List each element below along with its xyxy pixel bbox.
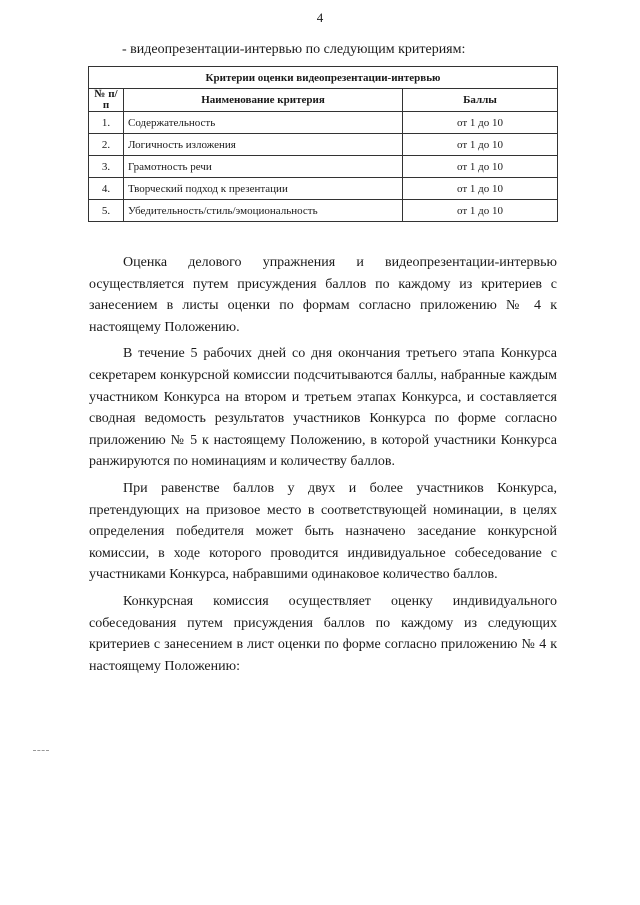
column-header-score: Баллы xyxy=(403,89,558,112)
criterion-score: от 1 до 10 xyxy=(403,112,558,134)
criterion-score: от 1 до 10 xyxy=(403,200,558,222)
row-number: 3. xyxy=(89,156,124,178)
column-header-name: Наименование критерия xyxy=(124,89,403,112)
criterion-score: от 1 до 10 xyxy=(403,178,558,200)
row-number: 1. xyxy=(89,112,124,134)
paragraph: Оценка делового упражнения и видеопрезентации-интервью осуществляется путем присуждения баллов по каждому из критериев с занесением в листы оценки по формам согласно приложению № 4 к настоящему Положению. xyxy=(89,255,557,335)
table-row xyxy=(89,112,558,134)
paragraph: В течение 5 рабочих дней со дня окончания третьего этапа Конкурса секретарем конкурсной комиссии подсчитываются баллы, набранные каждым участником Конкурса на втором и третьем этапах Конкурса, и составляется сводная ведомость результатов участников Конкурса по форме согласно приложению № 5 к настоящему Положению, в которой участники Конкурса ранжируются по номинациям и количеству баллов. xyxy=(89,346,557,470)
criterion-name: Логичность изложения xyxy=(124,134,403,156)
criterion-name: Творческий подход к презентации xyxy=(124,178,403,200)
row-number: 2. xyxy=(89,134,124,156)
scan-mark xyxy=(33,750,49,751)
page-number: 4 xyxy=(316,10,324,25)
paragraph: Конкурсная комиссия осуществляет оценку индивидуального собеседования путем присуждения баллов по каждому из следующих критериев с занесением в лист оценки по форме согласно приложению № 4 к настоящему Положению: xyxy=(89,593,557,674)
criterion-name: Содержательность xyxy=(124,112,403,134)
table-caption: Критерии оценки видеопрезентации-интервью xyxy=(89,67,558,89)
table-row xyxy=(89,134,558,156)
criterion-score: от 1 до 10 xyxy=(403,156,558,178)
criterion-name: Убедительность/стиль/эмоциональность xyxy=(124,200,403,222)
table-row xyxy=(89,156,558,178)
row-number: 4. xyxy=(89,178,124,200)
criterion-score: от 1 до 10 xyxy=(403,134,558,156)
criteria-table xyxy=(88,66,558,222)
table-row xyxy=(89,178,558,200)
column-header-number: № п/п xyxy=(89,89,124,112)
table-row xyxy=(89,200,558,222)
row-number: 5. xyxy=(89,200,124,222)
body-text xyxy=(89,252,557,682)
paragraph: При равенстве баллов у двух и более участников Конкурса, претендующих на призовое место в соответствующей номинации, в целях определения победителя может быть назначено заседание конкурсной комиссии, в ходе которого проводится индивидуальное собеседование с участниками Конкурса, набравшими одинаковое количество баллов. xyxy=(89,480,557,583)
intro-line: - видеопрезентации-интервью по следующим критериям: xyxy=(122,42,466,57)
criterion-name: Грамотность речи xyxy=(124,156,403,178)
